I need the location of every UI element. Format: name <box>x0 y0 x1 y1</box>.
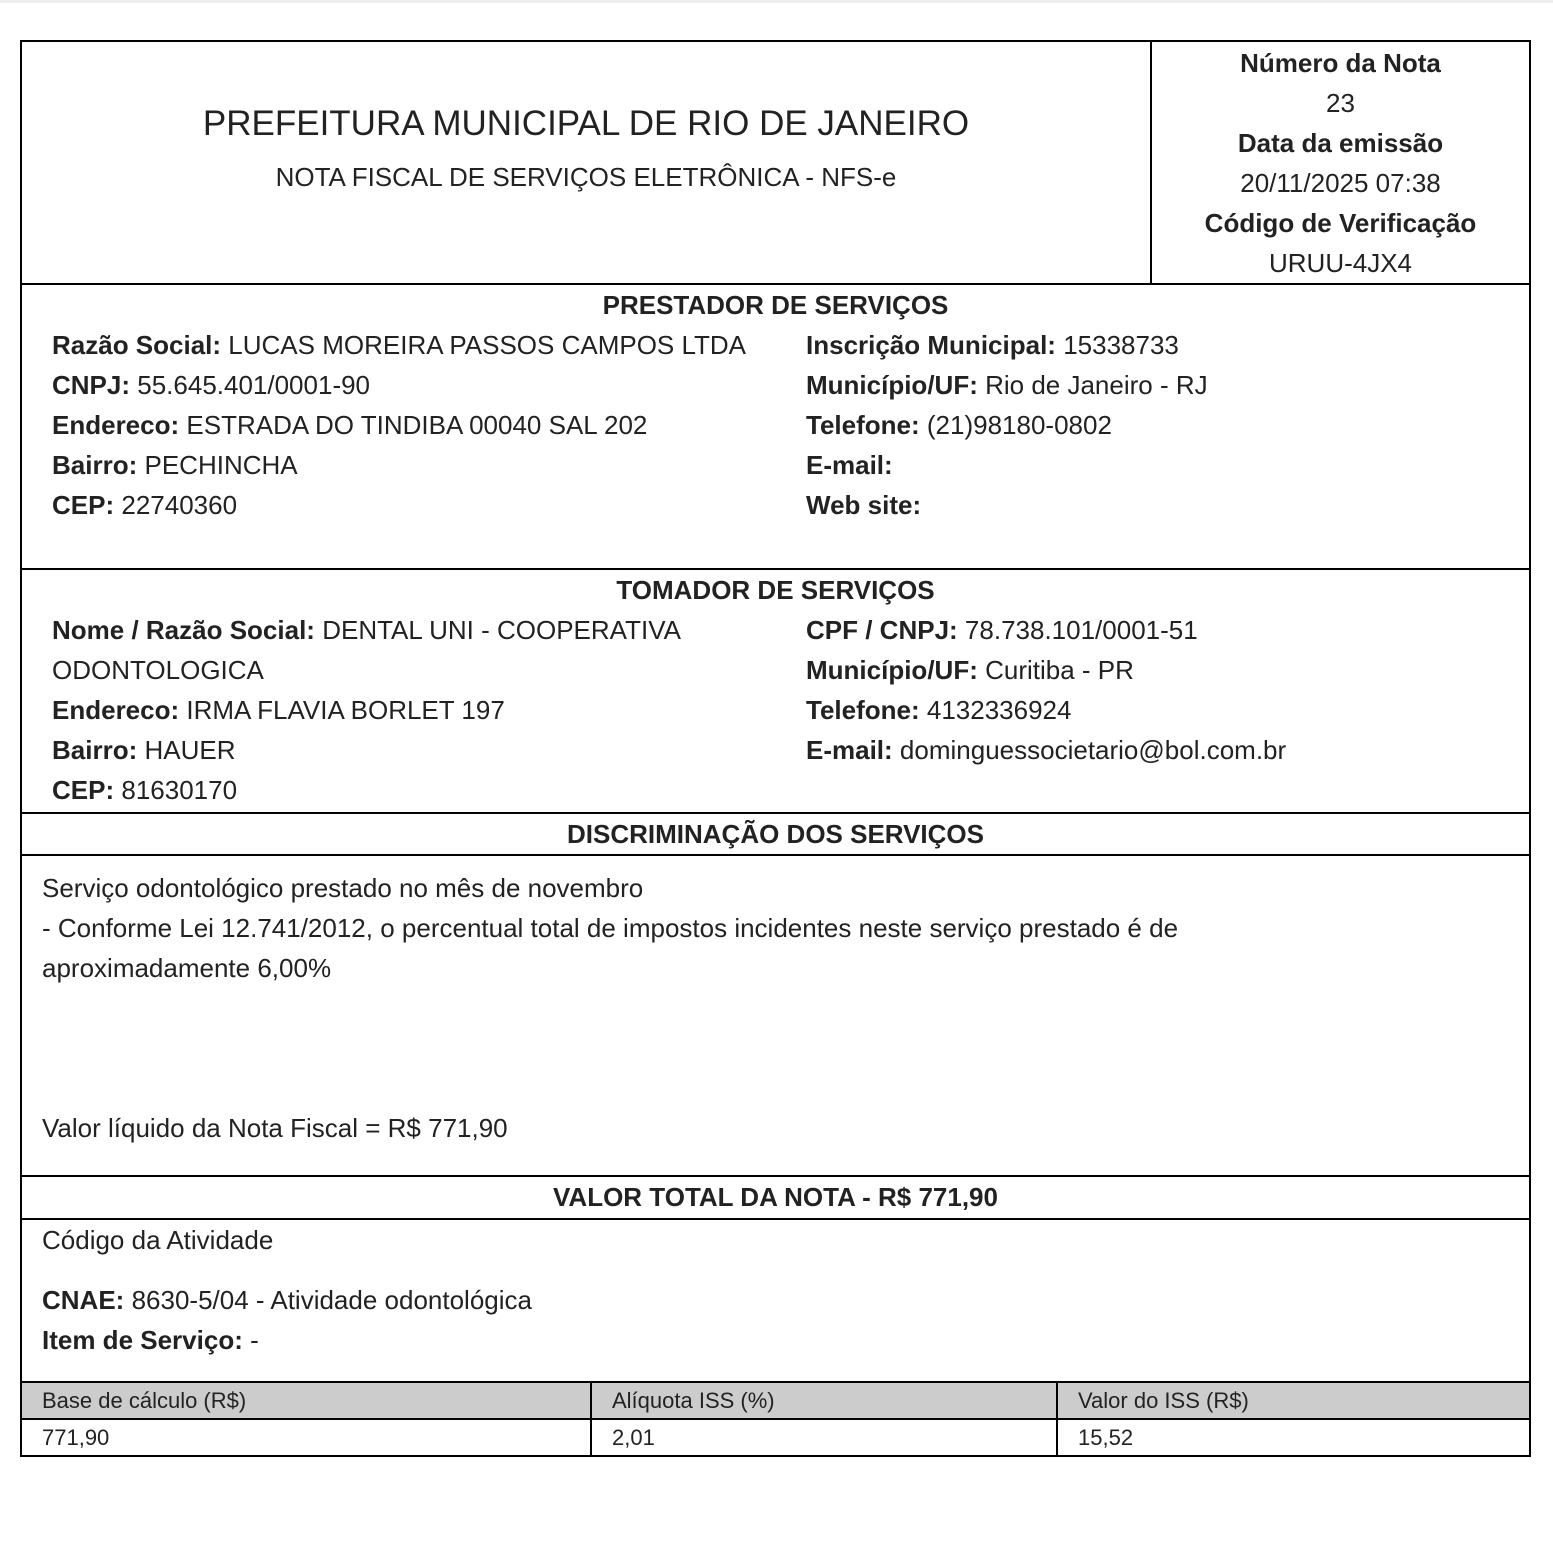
value: 8630-5/04 - Atividade odontológica <box>131 1285 532 1315</box>
header-aliquota: Alíquota ISS (%) <box>591 1382 1057 1419</box>
atividade-label: Código da Atividade <box>42 1225 274 1255</box>
discriminacao-title: DISCRIMINAÇÃO DOS SERVIÇOS <box>22 814 1529 856</box>
value: Rio de Janeiro - RJ <box>985 370 1208 400</box>
value: PECHINCHA <box>144 450 298 480</box>
label: Endereco: <box>52 695 180 725</box>
nfse-document <box>20 40 1531 1457</box>
page-subtitle: NOTA FISCAL DE SERVIÇOS ELETRÔNICA - NFS-e <box>275 162 897 192</box>
label: Telefone: <box>806 695 920 725</box>
cnpj <box>52 365 776 405</box>
discriminacao-section <box>22 814 1529 1177</box>
value: IRMA FLAVIA BORLET 197 <box>186 695 505 725</box>
label: Item de Serviço: <box>42 1325 243 1355</box>
prestador-title: PRESTADOR DE SERVIÇOS <box>602 290 949 320</box>
label: Razão Social: <box>52 330 222 360</box>
data-value: 20/11/2025 07:38 <box>1240 168 1441 198</box>
endereco <box>52 405 776 445</box>
cep <box>52 770 776 810</box>
label: Nome / Razão Social: <box>52 615 315 645</box>
nome <box>52 610 776 690</box>
tax-note: - Conforme Lei 12.741/2012, o percentual total de impostos incidentes neste serviço prestado é de aproximadamente 6,00% <box>42 913 1179 983</box>
codigo-value: URUU-4JX4 <box>1268 248 1413 278</box>
email <box>806 730 1529 770</box>
label: Web site: <box>806 490 922 520</box>
value: 78.738.101/0001-51 <box>964 615 1198 645</box>
label: CEP: <box>52 490 115 520</box>
valor-liquido: Valor líquido da Nota Fiscal = R$ 771,90 <box>42 1113 508 1143</box>
table-header-row <box>22 1382 1529 1419</box>
base-value: 771,90 <box>22 1419 591 1455</box>
label: CEP: <box>52 775 115 805</box>
label: E-mail: <box>806 450 893 480</box>
value: 22740360 <box>121 490 238 520</box>
value: - <box>250 1325 259 1355</box>
note-info <box>1150 42 1529 283</box>
label: CPF / CNPJ: <box>806 615 958 645</box>
value: (21)98180-0802 <box>926 410 1112 440</box>
tomador-section <box>22 570 1529 814</box>
value: DENTAL UNI - COOPERATIVA ODONTOLOGICA <box>52 615 680 685</box>
cnae <box>42 1280 1509 1320</box>
value: Curitiba - PR <box>985 655 1134 685</box>
email <box>806 445 1529 485</box>
label: Bairro: <box>52 450 138 480</box>
endereco <box>52 690 776 730</box>
total-title: VALOR TOTAL DA NOTA - R$ 771,90 <box>553 1182 998 1212</box>
label: Município/UF: <box>806 370 978 400</box>
municipio <box>806 365 1529 405</box>
value: 55.645.401/0001-90 <box>137 370 371 400</box>
aliquota-value: 2,01 <box>591 1419 1057 1455</box>
label: Telefone: <box>806 410 920 440</box>
atividade-section <box>22 1220 1529 1381</box>
tomador-title: TOMADOR DE SERVIÇOS <box>616 575 935 605</box>
service-description: Serviço odontológico prestado no mês de novembro <box>42 873 644 903</box>
value: 15338733 <box>1063 330 1179 360</box>
telefone <box>806 405 1529 445</box>
discriminacao-body <box>22 856 1529 1175</box>
item-servico <box>42 1320 1509 1360</box>
header-base: Base de cálculo (R$) <box>22 1382 591 1419</box>
numero-label: Número da Nota <box>1240 48 1441 78</box>
razao-social <box>52 325 776 365</box>
prestador-section <box>22 285 1529 570</box>
label: Município/UF: <box>806 655 978 685</box>
valor-iss-value: 15,52 <box>1078 1424 1134 1450</box>
value: ESTRADA DO TINDIBA 00040 SAL 202 <box>186 410 648 440</box>
value: HAUER <box>144 735 236 765</box>
page-title: PREFEITURA MUNICIPAL DE RIO DE JANEIRO <box>202 104 970 143</box>
iss-table <box>22 1381 1529 1455</box>
cpf-cnpj <box>806 610 1529 650</box>
value: 81630170 <box>121 775 238 805</box>
label: Bairro: <box>52 735 138 765</box>
value: LUCAS MOREIRA PASSOS CAMPOS LTDA <box>228 330 747 360</box>
bairro <box>52 445 776 485</box>
label: CNAE: <box>42 1285 125 1315</box>
label: CNPJ: <box>52 370 131 400</box>
value: 4132336924 <box>926 695 1072 725</box>
table-row <box>22 1419 1529 1455</box>
codigo-label: Código de Verificação <box>1204 208 1477 238</box>
cep <box>52 485 776 525</box>
label: Inscrição Municipal: <box>806 330 1056 360</box>
header-valor-iss: Valor do ISS (R$) <box>1057 1382 1529 1419</box>
label: E-mail: <box>806 735 893 765</box>
bairro <box>52 730 776 770</box>
header <box>22 42 1529 285</box>
header-titles <box>22 42 1150 283</box>
municipio <box>806 650 1529 690</box>
total-section <box>22 1177 1529 1220</box>
inscricao-municipal <box>806 325 1529 365</box>
data-label: Data da emissão <box>1237 128 1444 158</box>
value: dominguessocietario@bol.com.br <box>899 735 1287 765</box>
label: Endereco: <box>52 410 180 440</box>
telefone <box>806 690 1529 730</box>
website <box>806 485 1529 525</box>
numero-value: 23 <box>1326 88 1355 118</box>
